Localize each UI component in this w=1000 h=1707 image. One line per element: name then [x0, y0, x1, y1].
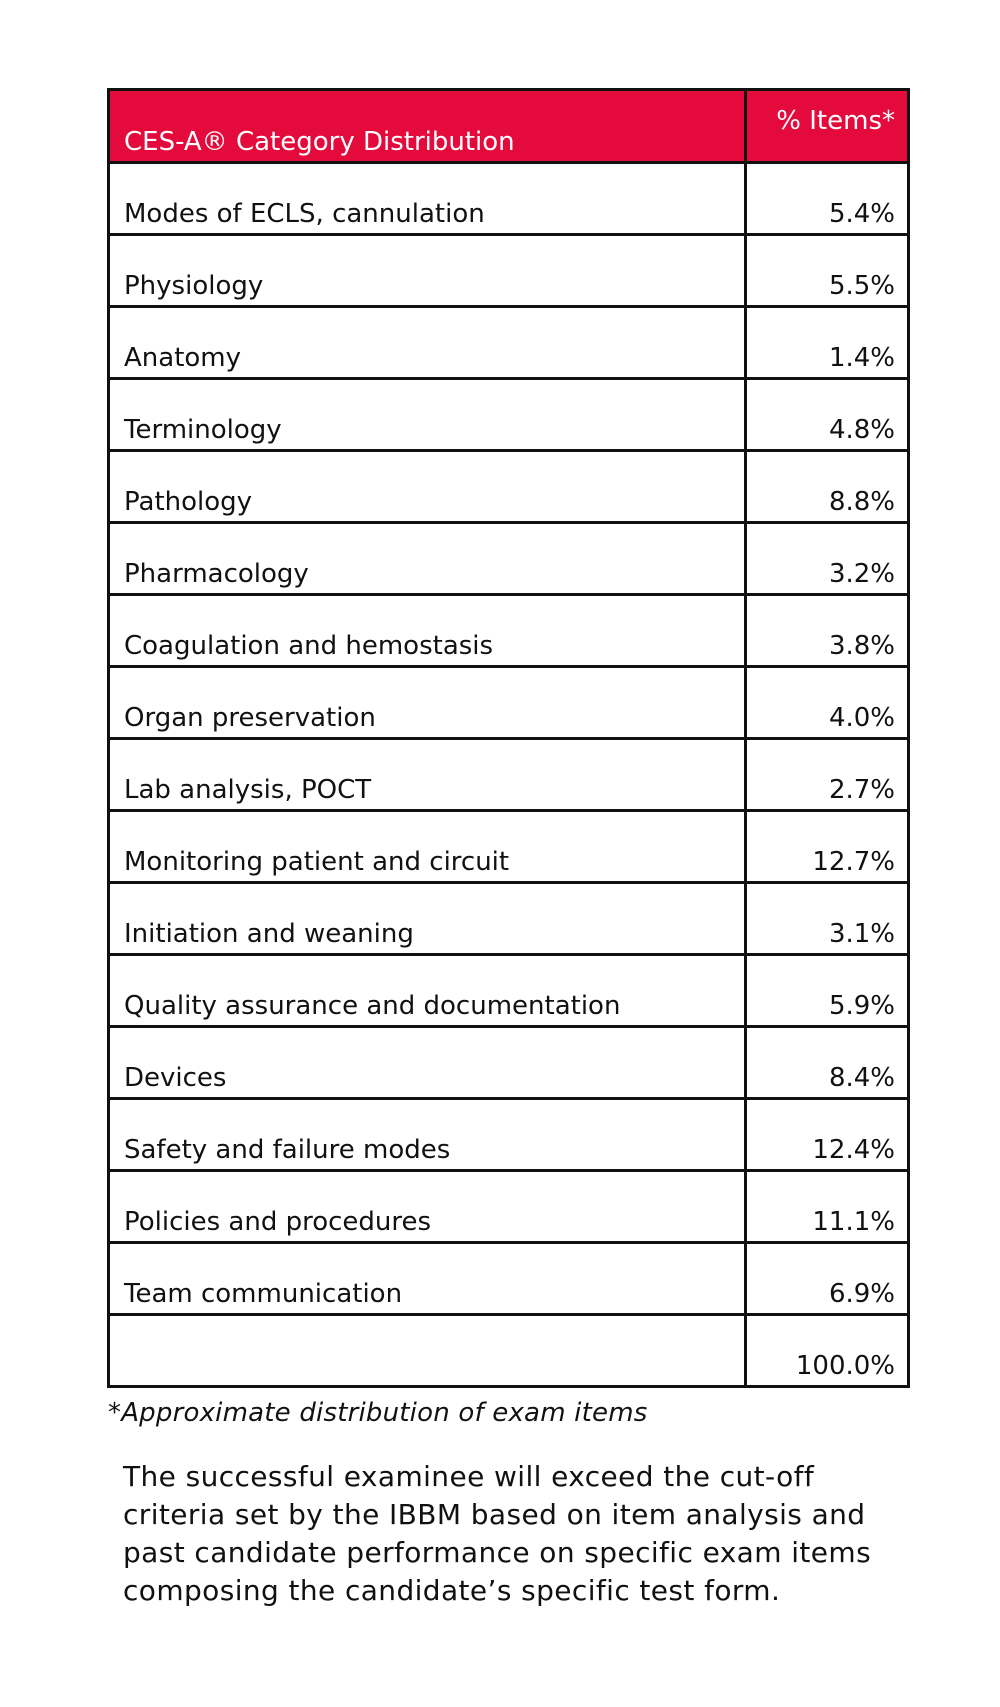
- row-category: Lab analysis, POCT: [109, 739, 746, 811]
- cut-off-note: [123, 1458, 923, 1610]
- table-row: [109, 523, 909, 595]
- total-row: [109, 1315, 909, 1387]
- total-label-cell: [109, 1315, 746, 1387]
- row-category: Physiology: [109, 235, 746, 307]
- row-percent: 4.8%: [746, 379, 909, 451]
- row-percent: 5.5%: [746, 235, 909, 307]
- row-category: Modes of ECLS, cannulation: [109, 163, 746, 235]
- note-line: The successful examinee will exceed the cut-off: [123, 1460, 815, 1493]
- row-percent: 12.4%: [746, 1099, 909, 1171]
- table-row: [109, 163, 909, 235]
- table-row: [109, 1171, 909, 1243]
- percent-column-header: % Items*: [746, 90, 909, 163]
- note-line: criteria set by the IBBM based on item analysis and: [123, 1498, 866, 1531]
- table-row: [109, 811, 909, 883]
- row-percent: 3.1%: [746, 883, 909, 955]
- table-row: [109, 955, 909, 1027]
- row-percent: 6.9%: [746, 1243, 909, 1315]
- row-category: Initiation and weaning: [109, 883, 746, 955]
- row-category: Devices: [109, 1027, 746, 1099]
- row-category: Pathology: [109, 451, 746, 523]
- row-percent: 5.4%: [746, 163, 909, 235]
- row-percent: 8.4%: [746, 1027, 909, 1099]
- table-row: [109, 379, 909, 451]
- row-percent: 12.7%: [746, 811, 909, 883]
- row-category: Coagulation and hemostasis: [109, 595, 746, 667]
- table-row: [109, 739, 909, 811]
- row-percent: 3.8%: [746, 595, 909, 667]
- row-category: Anatomy: [109, 307, 746, 379]
- row-category: Team communication: [109, 1243, 746, 1315]
- row-percent: 1.4%: [746, 307, 909, 379]
- table-row: [109, 307, 909, 379]
- note-line: past candidate performance on specific exam items: [123, 1536, 872, 1569]
- table-row: [109, 451, 909, 523]
- row-percent: 8.8%: [746, 451, 909, 523]
- row-category: Policies and procedures: [109, 1171, 746, 1243]
- row-category: Monitoring patient and circuit: [109, 811, 746, 883]
- table-row: [109, 1243, 909, 1315]
- row-category: Terminology: [109, 379, 746, 451]
- note-line: composing the candidate’s specific test form.: [123, 1574, 781, 1607]
- row-percent: 2.7%: [746, 739, 909, 811]
- row-percent: 11.1%: [746, 1171, 909, 1243]
- row-category: Safety and failure modes: [109, 1099, 746, 1171]
- table-row: [109, 667, 909, 739]
- row-percent: 4.0%: [746, 667, 909, 739]
- table-header-row: [109, 90, 909, 163]
- footnote: *Approximate distribution of exam items: [108, 1398, 648, 1428]
- table-row: [109, 235, 909, 307]
- row-category: Pharmacology: [109, 523, 746, 595]
- table-row: [109, 1099, 909, 1171]
- table-row: [109, 883, 909, 955]
- category-column-header: CES-A® Category Distribution: [109, 90, 746, 163]
- category-distribution-table: [107, 88, 910, 1388]
- row-percent: 3.2%: [746, 523, 909, 595]
- row-category: Organ preservation: [109, 667, 746, 739]
- total-percent: 100.0%: [746, 1315, 909, 1387]
- table-row: [109, 595, 909, 667]
- row-category: Quality assurance and documentation: [109, 955, 746, 1027]
- row-percent: 5.9%: [746, 955, 909, 1027]
- table-row: [109, 1027, 909, 1099]
